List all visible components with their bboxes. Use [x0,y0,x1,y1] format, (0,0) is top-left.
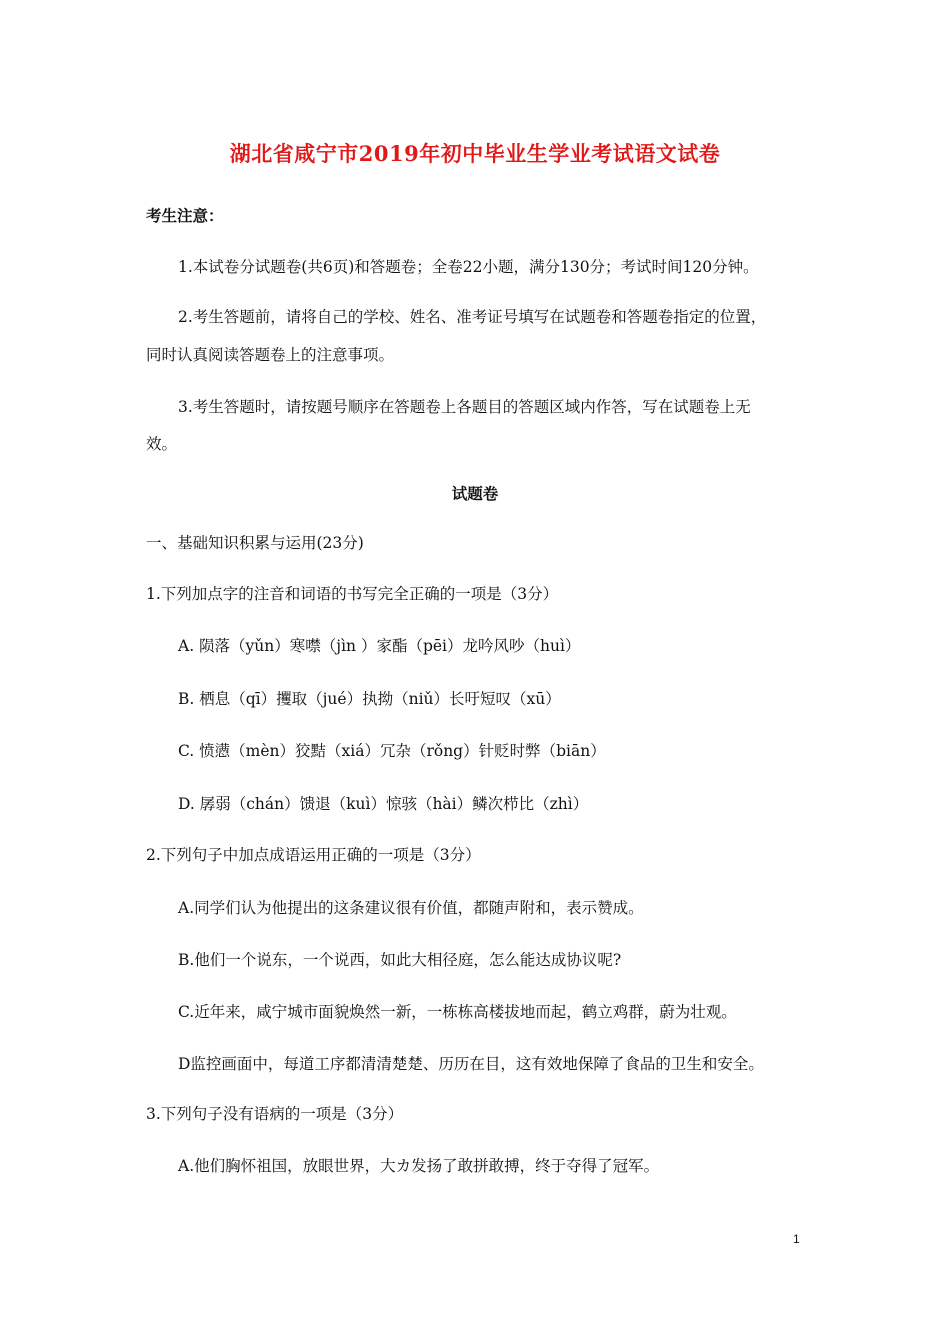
question-2-stem: 2.下列句子中加点成语运用正确的一项是（3分） [146,846,481,864]
question-2-option-c: C.近年来，咸宁城市面貌焕然一新，一栋栋高楼拔地而起，鹤立鸡群，蔚为壮观。 [178,1003,737,1021]
page-number: 1 [793,1232,800,1246]
question-2-option-a: A.同学们认为他提出的这条建议很有价值，都随声附和，表示赞成。 [178,899,644,917]
notice-heading: 考生注意： [146,206,224,225]
question-1-option-a: A. 陨落（yǔn）寒噤（jìn ）家酯（pēi）龙吟风吵（huì） [178,637,581,655]
question-1-option-b: B. 栖息（qī）攫取（jué）执拗（niǔ）长吁短叹（xū） [178,690,561,708]
question-2-option-b: B.他们一个说东，一个说西，如此大相径庭，怎么能达成协议呢? [178,951,622,969]
notice-item-2: 2.考生答题前，请将自己的学校、姓名、准考证号填写在试题卷和答题卷指定的位置， [178,308,767,326]
notice-item-3-cont: 效。 [146,435,178,453]
section-title: 试题卷 [451,484,499,503]
notice-item-1: 1.本试卷分试题卷(共6页)和答题卷；全卷22小题，满分130分；考试时间120分钟。 [178,258,759,276]
question-2-option-d: D监控画面中，每道工序都清清楚楚、历历在目，这有效地保障了食品的卫生和安全。 [178,1055,764,1073]
question-3-option-a: A.他们胸怀祖国，放眼世界，大カ发扬了敢拼敢搏，终于夺得了冠军。 [178,1157,660,1175]
part-one-heading: 一、基础知识积累与运用(23分) [146,534,364,552]
notice-item-3: 3.考生答题时，请按题号顺序在答题卷上各题目的答题区域内作答，写在试题卷上无 [178,398,751,416]
exam-title: 湖北省咸宁市2019年初中毕业生学业考试语文试卷 [229,141,721,166]
question-1-stem: 1.下列加点字的注音和词语的书写完全正确的一项是（3分） [146,585,559,603]
question-1-option-c: C. 愤懑（mèn）狡黠（xiá）冗杂（rǒng）针贬时弊（biān） [178,742,606,760]
question-1-option-d: D. 孱弱（chán）馈退（kuì）惊骇（hài）鳞次栉比（zhì） [178,795,589,813]
notice-item-2-cont: 同时认真阅读答题卷上的注意事项。 [146,346,395,364]
question-3-stem: 3.下列句子没有语病的一项是（3分） [146,1105,404,1123]
